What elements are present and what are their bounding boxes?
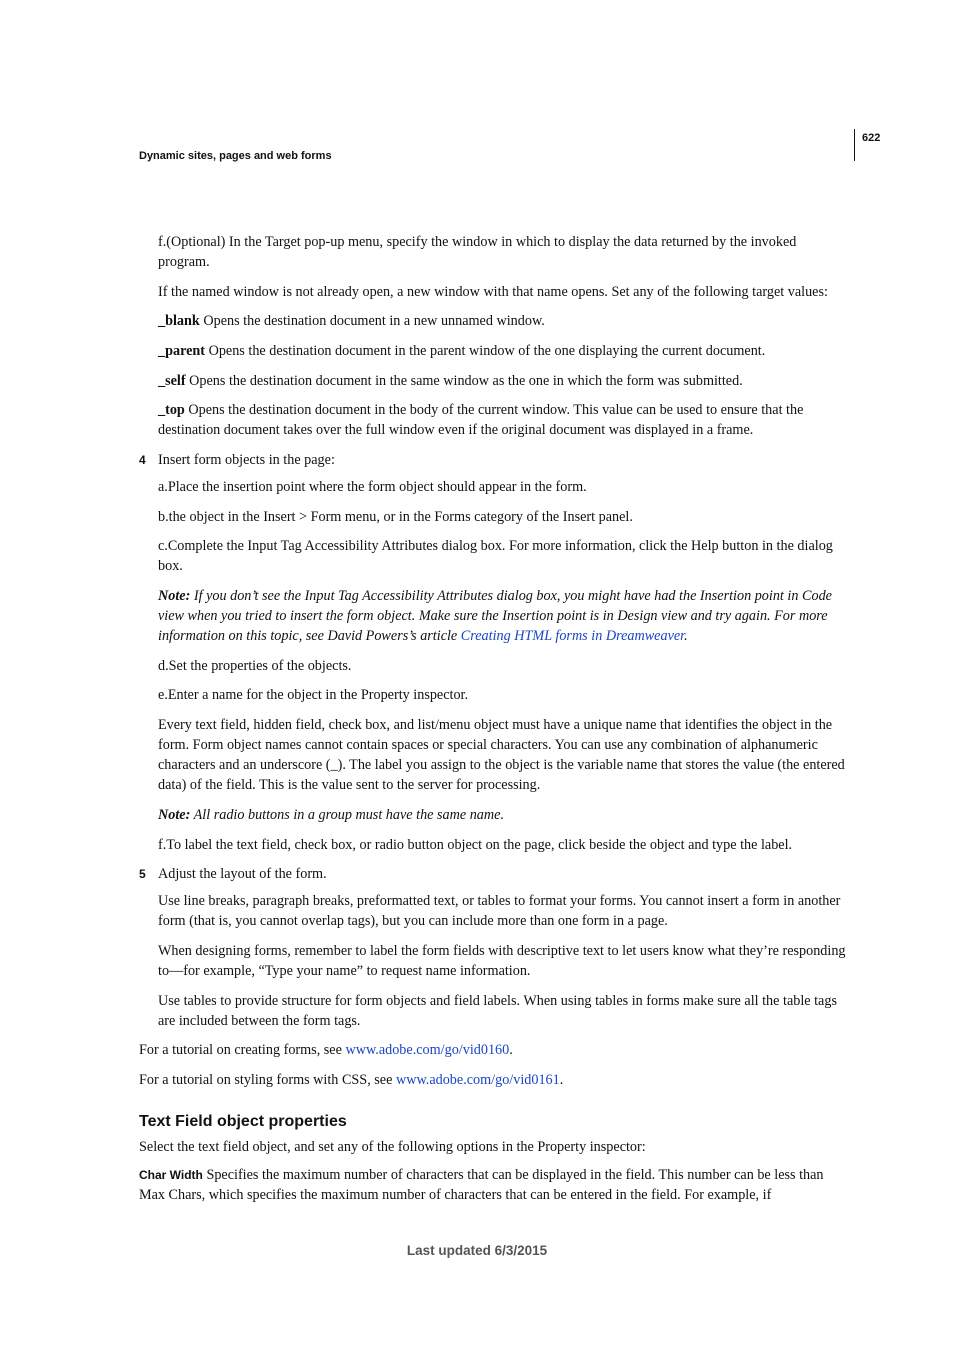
target-self <box>158 371 850 391</box>
tutorial-end: . <box>559 1072 564 1088</box>
substep-c: c.Complete the Input Tag Accessibility Attributes dialog box. For more information, click the Help button in the dialog box. <box>158 538 833 574</box>
tutorial-styling-forms <box>139 1070 850 1090</box>
chapter-title: Dynamic sites, pages and web forms <box>139 150 332 162</box>
char-width-term: Char Width <box>139 1168 203 1182</box>
tables-paragraph: Use tables to provide structure for form objects and field labels. When using tables in forms make sure all the table tags are included between the form tags. <box>158 993 837 1029</box>
step-number: 4 <box>139 453 146 467</box>
tutorial-end: . <box>509 1042 513 1058</box>
optional-target-paragraph: f.(Optional) In the Target pop-up menu, specify the window in which to display the data returned by the invoked program. <box>158 234 797 270</box>
target-term: _self <box>158 373 186 389</box>
target-desc: Opens the destination document in the same window as the one in which the form was submitted. <box>185 373 743 389</box>
page-number: 622 <box>862 132 881 144</box>
char-width-text: Specifies the maximum number of characters that can be displayed in the field. This number can be less than Max Chars, which specifies the maximum number of characters that can be entered in the field. For example, if <box>139 1167 824 1203</box>
section-heading: Text Field object properties <box>139 1113 347 1130</box>
target-desc: Opens the destination document in the parent window of the one displaying the current document. <box>205 343 766 359</box>
tutorial-link[interactable]: www.adobe.com/go/vid0160 <box>345 1042 510 1058</box>
header-rule <box>854 129 855 161</box>
substep-f: f.To label the text field, check box, or radio button object on the page, click beside the object and type the label. <box>158 837 793 853</box>
substep-e: e.Enter a name for the object in the Property inspector. <box>158 687 469 703</box>
target-desc: Opens the destination document in a new unnamed window. <box>199 313 545 329</box>
tutorial-text: For a tutorial on styling forms with CSS, see <box>139 1072 396 1088</box>
designing-forms-paragraph: When designing forms, remember to label the form fields with descriptive text to let users know what they’re responding to—for example, “Type your name” to request name information. <box>158 943 846 979</box>
tutorial-creating-forms <box>139 1040 850 1060</box>
named-window-paragraph: If the named window is not already open, a new window with that name opens. Set any of the following target values: <box>158 284 828 300</box>
note-radio-buttons <box>158 805 850 825</box>
note-label: Note: <box>158 588 191 604</box>
target-desc: Opens the destination document in the body of the current window. This value can be used to ensure that the destination document takes over the full window even if the original document was displayed in a frame. <box>158 402 804 438</box>
substep-a: a.Place the insertion point where the form object should appear in the form. <box>158 479 587 495</box>
step-number: 5 <box>139 867 146 881</box>
article-link[interactable]: Creating HTML forms in Dreamweaver <box>460 628 685 644</box>
target-blank <box>158 311 850 331</box>
unique-name-paragraph: Every text field, hidden field, check box, and list/menu object must have a unique name that identifies the object in the form. Form object names cannot contain spaces or special characters. You can use any combination of alphanumeric characters and an underscore (_). The label you assign to the object is the variable name that stores the value (the entered data) of the field. This is the value sent to the server for processing. <box>158 717 845 793</box>
note-end: . <box>684 628 688 644</box>
target-top <box>158 400 850 440</box>
tutorial-text: For a tutorial on creating forms, see <box>139 1042 346 1058</box>
char-width-paragraph <box>139 1165 850 1205</box>
step-4-text: Insert form objects in the page: <box>158 452 335 468</box>
select-text-field-paragraph: Select the text field object, and set any of the following options in the Property inspector: <box>139 1139 646 1155</box>
substep-d: d.Set the properties of the objects. <box>158 658 352 674</box>
target-parent <box>158 341 850 361</box>
note-text: If you don’t see the Input Tag Accessibility Attributes dialog box, you might have had the Insertion point in Code view when you tried to insert the form object. Make sure the Insertion point is in Design view and try again. For more information on this topic, see David Powers’s article <box>158 588 832 644</box>
note-label: Note: <box>158 807 191 823</box>
target-term: _blank <box>158 313 200 329</box>
target-term: _top <box>158 402 185 418</box>
note-insertion-point <box>158 586 850 646</box>
target-term: _parent <box>158 343 206 359</box>
line-breaks-paragraph: Use line breaks, paragraph breaks, preformatted text, or tables to format your forms. You cannot insert a form in another form (that is, you cannot overlap tags), but you can include more than one form in a page. <box>158 893 841 929</box>
step-5-text: Adjust the layout of the form. <box>158 866 327 882</box>
substep-b: b.the object in the Insert > Form menu, or in the Forms category of the Insert panel. <box>158 509 633 525</box>
note-text: All radio buttons in a group must have the same name. <box>190 807 504 823</box>
last-updated-footer: Last updated 6/3/2015 <box>406 1243 548 1258</box>
tutorial-link[interactable]: www.adobe.com/go/vid0161 <box>395 1072 560 1088</box>
